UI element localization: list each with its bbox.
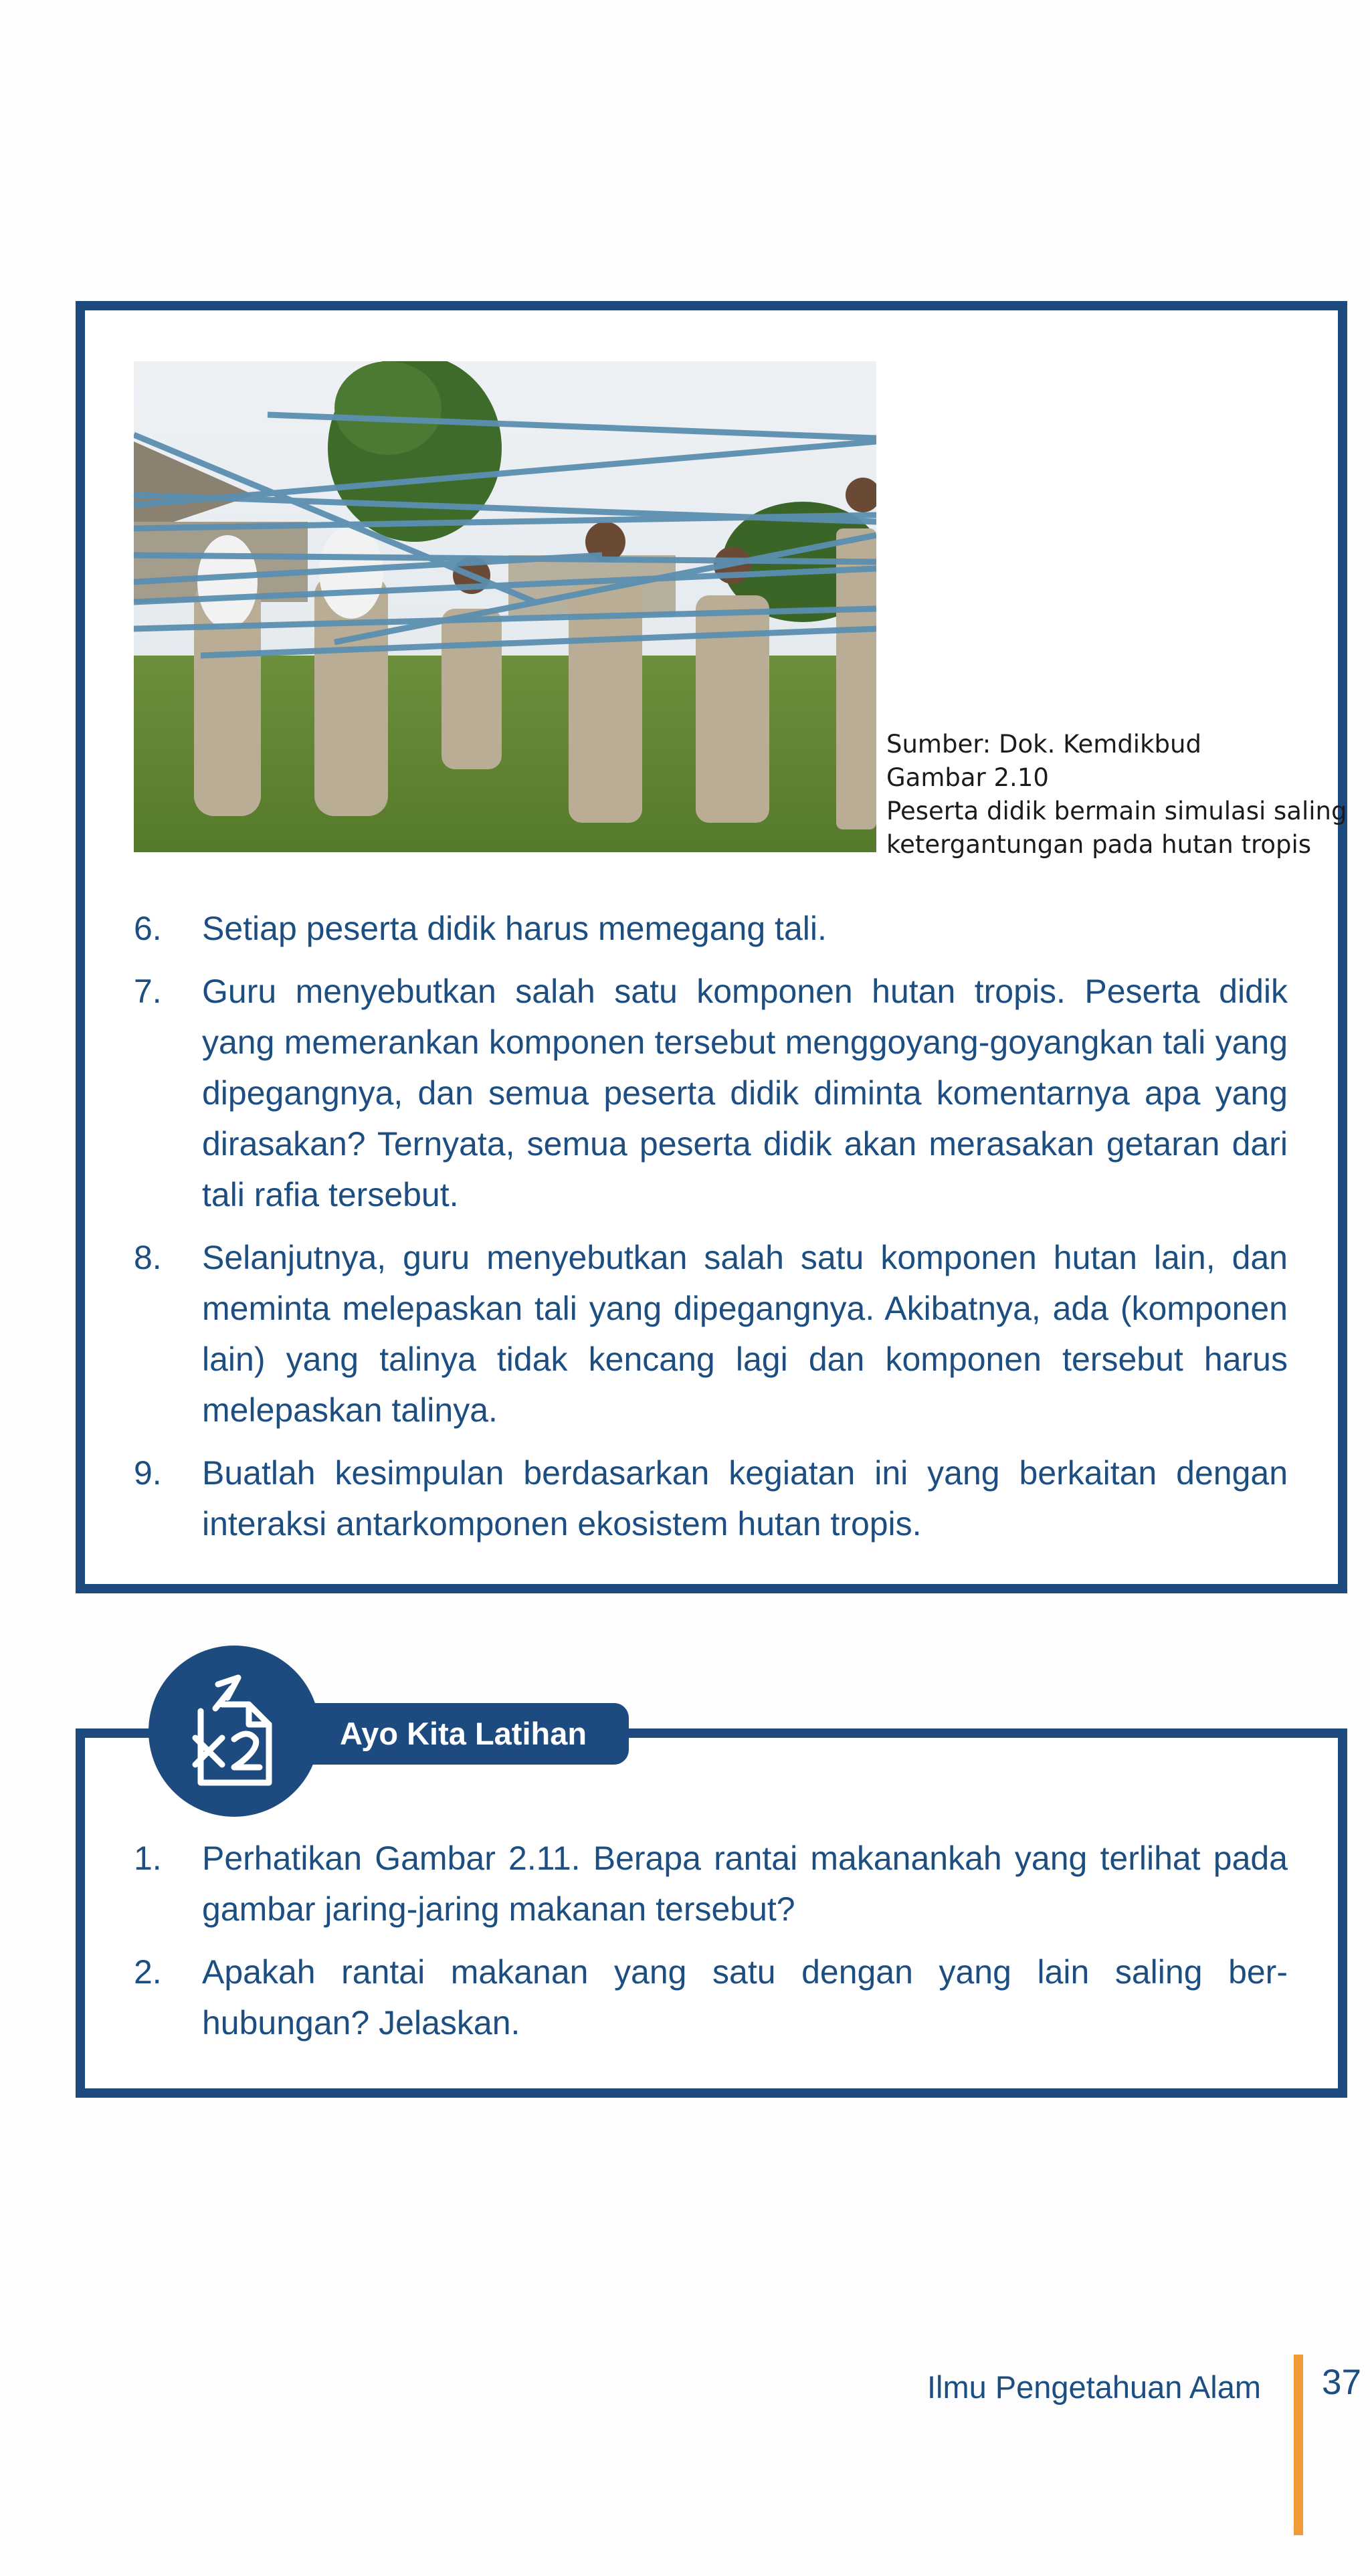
- step-text: Buatlah kesimpulan berdasarkan kegiatan ini yang berkaitan dengan interaksi antarkomponen ekosistem hutan tropis.: [202, 1454, 1288, 1543]
- step-number: 6.: [134, 910, 162, 947]
- step-number: 9.: [134, 1454, 162, 1492]
- exercise-number: 1.: [134, 1840, 162, 1877]
- step-text: Guru menyebutkan salah satu komponen hutan tropis. Peserta didik yang memerankan komponen tersebut menggoyang-goyangkan tali yang dipegangnya, dan semua peserta didik diminta komentarnya apa yang dirasakan? Ternyata, semua peserta didik akan merasakan getaran dari tali rafia tersebut.: [202, 973, 1288, 1213]
- exercise-badge: [149, 1646, 320, 1817]
- step-number: 8.: [134, 1239, 162, 1276]
- footer-accent-bar: [1294, 2355, 1303, 2535]
- figure-number: Gambar 2.10: [886, 763, 1049, 792]
- list-item: [134, 1448, 1288, 1549]
- list-item: [134, 1947, 1288, 2048]
- step-text: Setiap peserta didik harus memegang tali.: [202, 910, 827, 947]
- list-item: [134, 1833, 1288, 1935]
- students-rope-photo: [134, 361, 876, 852]
- activity-steps: [134, 903, 1288, 1561]
- step-number: 7.: [134, 973, 162, 1010]
- footer-book-title: Ilmu Pengetahuan Alam: [926, 2369, 1261, 2405]
- math-exercise-icon: [149, 1646, 320, 1817]
- page-number: 37: [1322, 2363, 1361, 2402]
- exercise-items: [134, 1833, 1288, 2060]
- list-item: [134, 903, 1288, 954]
- list-item: [134, 1232, 1288, 1435]
- exercise-text: Apakah rantai makanan yang satu dengan yang lain saling berhubungan? Jelaskan.: [202, 1953, 1288, 2042]
- figure-caption-line2: ketergantungan pada hutan tropis: [886, 830, 1312, 859]
- figure-caption: [886, 728, 1347, 862]
- figure-source: Sumber: Dok. Kemdikbud: [886, 730, 1201, 759]
- exercise-title: Ayo Kita Latihan: [340, 1716, 587, 1751]
- list-item: [134, 966, 1288, 1220]
- exercise-text: Perhatikan Gambar 2.11. Berapa rantai makanankah yang terlihat pada gambar jaring-jaring makanan tersebut?: [202, 1840, 1288, 1928]
- figure-caption-line1: Peserta didik bermain simulasi saling: [886, 797, 1347, 825]
- step-text: Selanjutnya, guru menyebutkan salah satu komponen hutan lain, dan meminta melepaskan tali yang dipegangnya. Akibatnya, ada (komponen lain) yang talinya tidak kencang lagi dan komponen tersebut harus melepaskan talinya.: [202, 1239, 1288, 1429]
- exercise-number: 2.: [134, 1953, 162, 1991]
